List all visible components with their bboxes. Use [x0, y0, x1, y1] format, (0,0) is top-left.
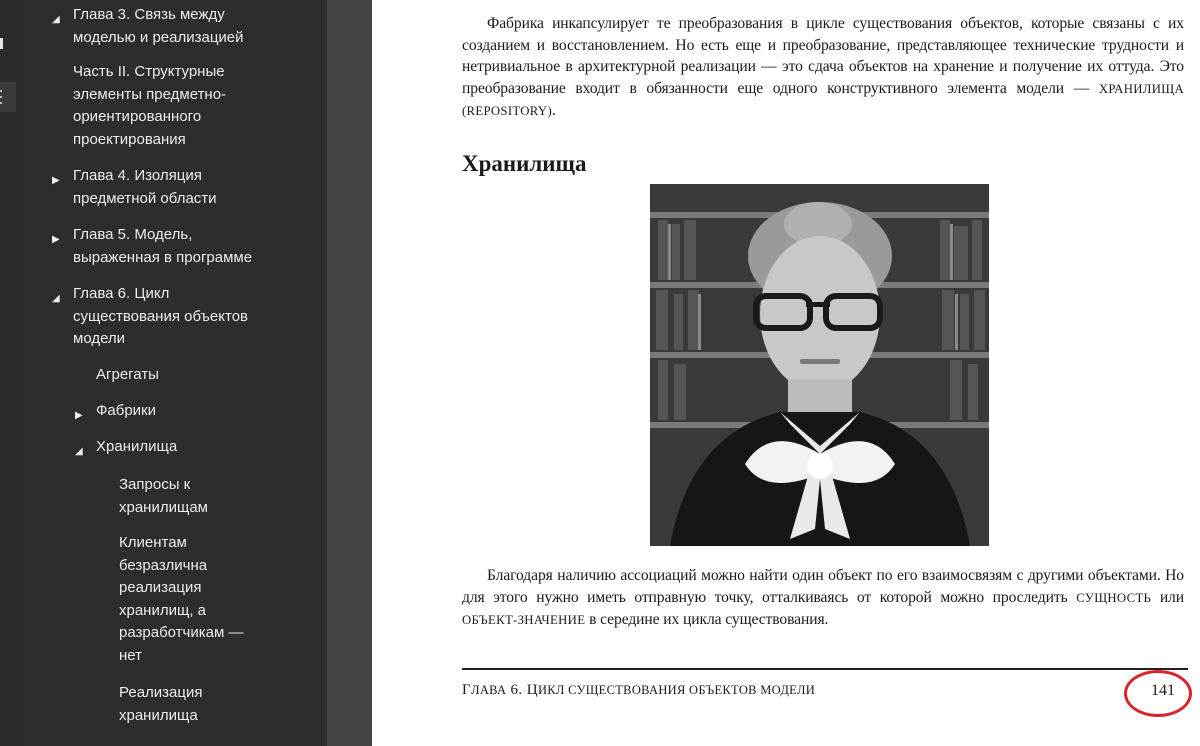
toc-item-label-line: хранилища: [119, 706, 198, 724]
toc-item[interactable]: [119, 682, 202, 727]
document-page: [372, 0, 1200, 746]
toc-item-label-line: предметной области: [73, 189, 217, 207]
toc-item-label-line: модели: [73, 330, 126, 347]
outline-sidebar: [20, 0, 327, 746]
toc-item[interactable]: [52, 165, 217, 210]
toc-item[interactable]: [96, 364, 159, 387]
toc-item-label-line: ориентированного: [73, 108, 202, 125]
toc-item-label-line: Хранилища: [96, 438, 178, 455]
rail-menu-icon[interactable]: [0, 82, 16, 112]
toc-item[interactable]: [73, 61, 226, 151]
toc-item-label-line: моделью и реализацией: [73, 28, 244, 46]
expanded-triangle-icon[interactable]: ◢: [75, 446, 83, 457]
toc-item-label-line: Запросы к: [119, 476, 191, 493]
toc-item[interactable]: [52, 283, 249, 351]
toc-item[interactable]: [52, 4, 244, 49]
collapsed-triangle-icon[interactable]: ▶: [52, 234, 60, 245]
toc-item[interactable]: [75, 436, 178, 459]
collapsed-triangle-icon[interactable]: ▶: [75, 410, 83, 421]
toc-item[interactable]: [52, 224, 253, 269]
toc-item-label-line: Глава 3. Связь между: [73, 6, 225, 23]
expanded-triangle-icon[interactable]: ◢: [52, 293, 60, 304]
viewer-gutter: [327, 0, 372, 746]
expanded-triangle-icon[interactable]: ◢: [52, 14, 60, 25]
toc-item-label-line: Глава 4. Изоляция: [73, 167, 202, 184]
page-number: 141: [1151, 682, 1175, 699]
toc-item-label-line: Агрегаты: [96, 366, 159, 383]
highlight-circle-annotation: [1124, 670, 1192, 717]
toc-item-label-line: выраженная в программе: [73, 248, 253, 266]
toc-item-label-line: существования объектов: [73, 307, 249, 325]
toc-item[interactable]: [119, 474, 208, 519]
body-paragraph: Благодаря наличию ассоциаций можно найти один объект по его взаимосвязям с другими объектами. Но для этого нужно иметь отправную точку, отталкиваясь от которой можно проследить СУЩНОСТЬ или ОБЪЕКТ-ЗНАЧЕНИЕ в середине их цикла существования.: [462, 567, 1184, 628]
collapsed-triangle-icon[interactable]: ▶: [52, 175, 60, 186]
toc-item-label-line: хранилищам: [119, 498, 208, 516]
toc-item[interactable]: [75, 400, 156, 423]
toc-item-label-line: Фабрики: [96, 402, 156, 419]
toc-item-label-line: разработчикам —: [119, 624, 244, 641]
app-rail: [0, 0, 20, 746]
toc-item-label-line: проектирования: [73, 130, 186, 148]
toc-item-label-line: Глава 6. Цикл: [73, 285, 170, 302]
toc-item-label-line: Глава 5. Модель,: [73, 226, 193, 243]
toc-item-label-line: Клиентам: [119, 534, 187, 551]
term-entity: СУЩНОСТЬ: [1076, 590, 1152, 605]
toc-item-label-line: элементы предметно-: [73, 85, 227, 103]
toc-item-label-line: нет: [119, 646, 142, 664]
toc-item[interactable]: [119, 532, 243, 667]
toc-item-label-line: хранилищ, а: [119, 601, 206, 619]
toc-item-label-line: Часть II. Структурные: [73, 63, 225, 80]
section-heading: Хранилища: [462, 151, 587, 176]
rail-active-marker: [0, 38, 3, 49]
toc-item-label-line: реализация: [119, 579, 202, 596]
toc-item-label-line: Реализация: [119, 684, 203, 701]
toc-item-label-line: безразлична: [119, 556, 208, 574]
intro-paragraph: Фабрика инкапсулирует те преобразования в цикле существования объектов, которые связаны с их созданием и восстановлением. Но есть еще и преобразование, представляющее технические трудности и нетривиальное в архитектурной реализации — это сдача объектов на хранение и получение их оттуда. Это преобразование входит в обязанности еще одного конструктивного элемента модели — ХРАНИЛИЩА (REPOSITORY).: [462, 15, 1184, 119]
term-value-object: ОБЪЕКТ-ЗНАЧЕНИЕ: [462, 613, 586, 627]
term-repository: ХРАНИЛИЩА (REPOSITORY): [462, 81, 1184, 118]
portrait-photo: [650, 184, 989, 546]
footer-rule: [462, 668, 1188, 670]
running-footer-title: ГЛАВА 6. ЦИКЛ СУЩЕСТВОВАНИЯ ОБЪЕКТОВ МОДЕЛИ: [462, 682, 816, 698]
